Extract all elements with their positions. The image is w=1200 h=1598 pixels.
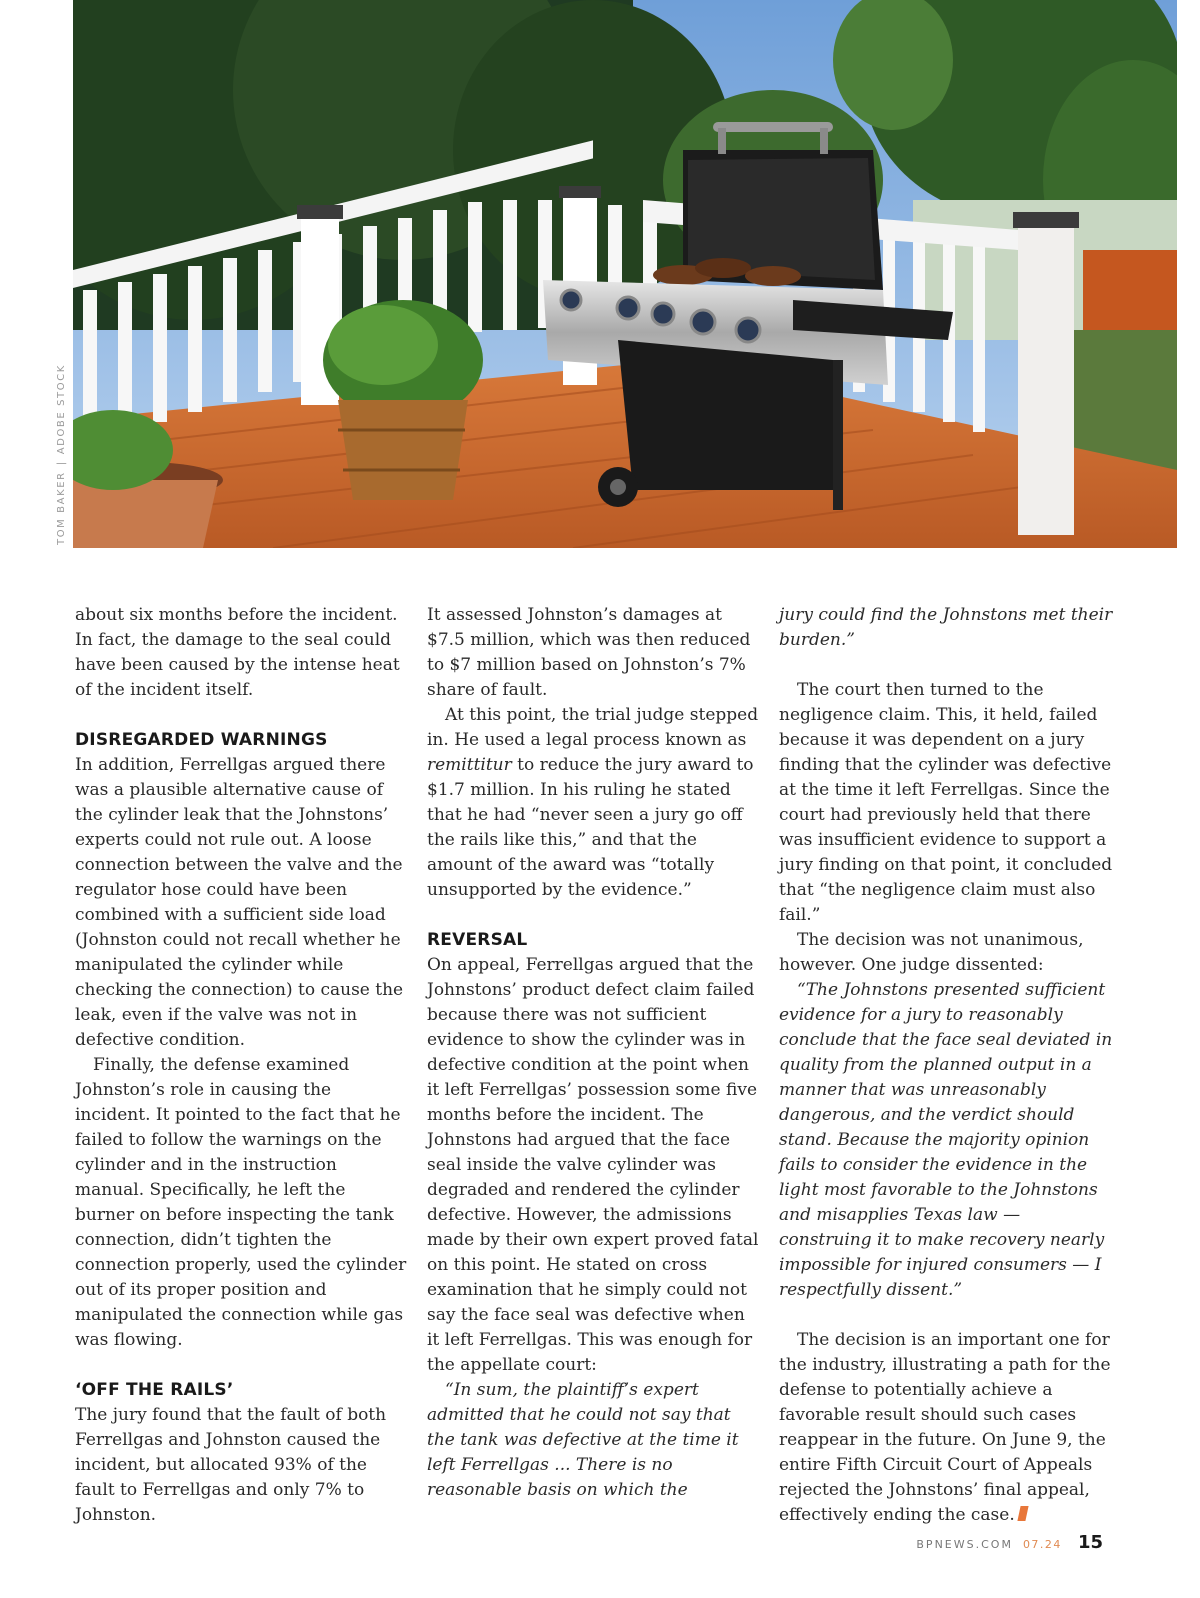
photo-credit [56,364,67,545]
closing-paragraph-text: The decision is an important one for the industry, illustrating a path for the defense to potentially achieve a favorable result should such cases reappear in the future. On June 9, the entire Fifth Circuit Court of Appeals rejected the Johnstons’ final appeal, effectively ending the case. [779,1330,1111,1525]
dissent-quote: “The Johnstons presented sufficient evidence for a jury to reasonably conclude that the face seal deviated in quality from the planned output in a manner that was unreasonably dangerous, and the verdict should stand. Because the majority opinion fails to consider the evidence in the light most favorable to the Johnstons and misapplies Texas law — construing it to make recovery nearly impossible for injured consumers — I respectfully dissent.” [779,980,1113,1300]
court-quote-continued: jury could find the Johnstons met their burden.” [779,605,1113,650]
paragraph: It assessed Johnston’s damages at $7.5 million, which was then reduced to $7 million based on Johnston’s 7% share of fault. [427,605,751,700]
credit-separator: | [56,460,67,466]
website: BPNEWS.COM [916,1538,1013,1551]
end-mark-icon [1017,1506,1028,1521]
paragraph: about six months before the incident. In fact, the damage to the seal could have been caused by the intense heat of the incident itself. [75,605,400,700]
section-heading: ‘OFF THE RAILS’ [75,1380,234,1400]
deck-grill-illustration [73,0,1177,548]
paragraph: On appeal, Ferrellgas argued that the Johnstons’ product defect claim failed because there was not sufficient evidence to show the cylinder was in defective condition at the point when it left Ferrellgas’ possession some five months before the incident. The Johnstons had argued that the face seal inside the valve cylinder was degraded and rendered the cylinder defective. However, the admissions made by their own expert proved fatal on this point. He stated on cross examination that he simply could not say the face seal was defective when it left Ferrellgas. This was enough for the appellate court: [427,955,759,1375]
article-column-3 [779,603,1115,1528]
photo-credit-photographer: TOM BAKER [56,471,67,545]
issue-date: 07.24 [1022,1538,1062,1551]
legal-term: remittitur [427,755,512,775]
section-heading: DISREGARDED WARNINGS [75,730,328,750]
paragraph: The court then turned to the negligence claim. This, it held, failed because it was dependent on a jury finding that the cylinder was defective at the time it left Ferrellgas. Since the court had previously held that there was insufficient evidence to support a jury finding on that point, it concluded that “the negligence claim must also fail.” [779,680,1113,925]
section-heading: REVERSAL [427,930,528,950]
photo-credit-agency: ADOBE STOCK [56,364,67,455]
article-column-2 [427,603,759,1503]
article-column-1 [75,603,407,1528]
paragraph-text: to reduce the jury award to $1.7 million. In his ruling he stated that he had “never seen a jury go off the rails like this,” and that the amount of the award was “totally unsupported by the evidence.” [427,755,754,900]
page-footer [916,1532,1103,1553]
paragraph: The decision was not unanimous, however. One judge dissented: [779,930,1084,975]
paragraph: The jury found that the fault of both Ferrellgas and Johnston caused the incident, but allocated 93% of the fault to Ferrellgas and only 7% to Johnston. [75,1405,387,1525]
page-number: 15 [1077,1532,1103,1553]
hero-photo [73,0,1177,548]
paragraph-text: At this point, the trial judge stepped in. He used a legal process known as [427,705,759,750]
paragraph [779,1328,1115,1528]
court-quote: “In sum, the plaintiff’s expert admitted that he could not say that the tank was defective at the time it left Ferrellgas ... There is no reasonable basis on which the [427,1380,739,1500]
paragraph: In addition, Ferrellgas argued there was a plausible alternative cause of the cylinder leak that the Johnstons’ experts could not rule out. A loose connection between the valve and the regulator hose could have been combined with a sufficient side load (Johnston could not recall whether he manipulated the cylinder while checking the connection) to cause the leak, even if the valve was not in defective condition. [75,755,404,1050]
paragraph: Finally, the defense examined Johnston’s role in causing the incident. It pointed to the fact that he failed to follow the warnings on the cylinder and in the instruction manual. Specifically, he left the burner on before inspecting the tank connection, didn’t tighten the connection properly, used the cylinder out of its proper position and manipulated the connection while gas was flowing. [75,1055,407,1350]
paragraph [427,703,759,903]
